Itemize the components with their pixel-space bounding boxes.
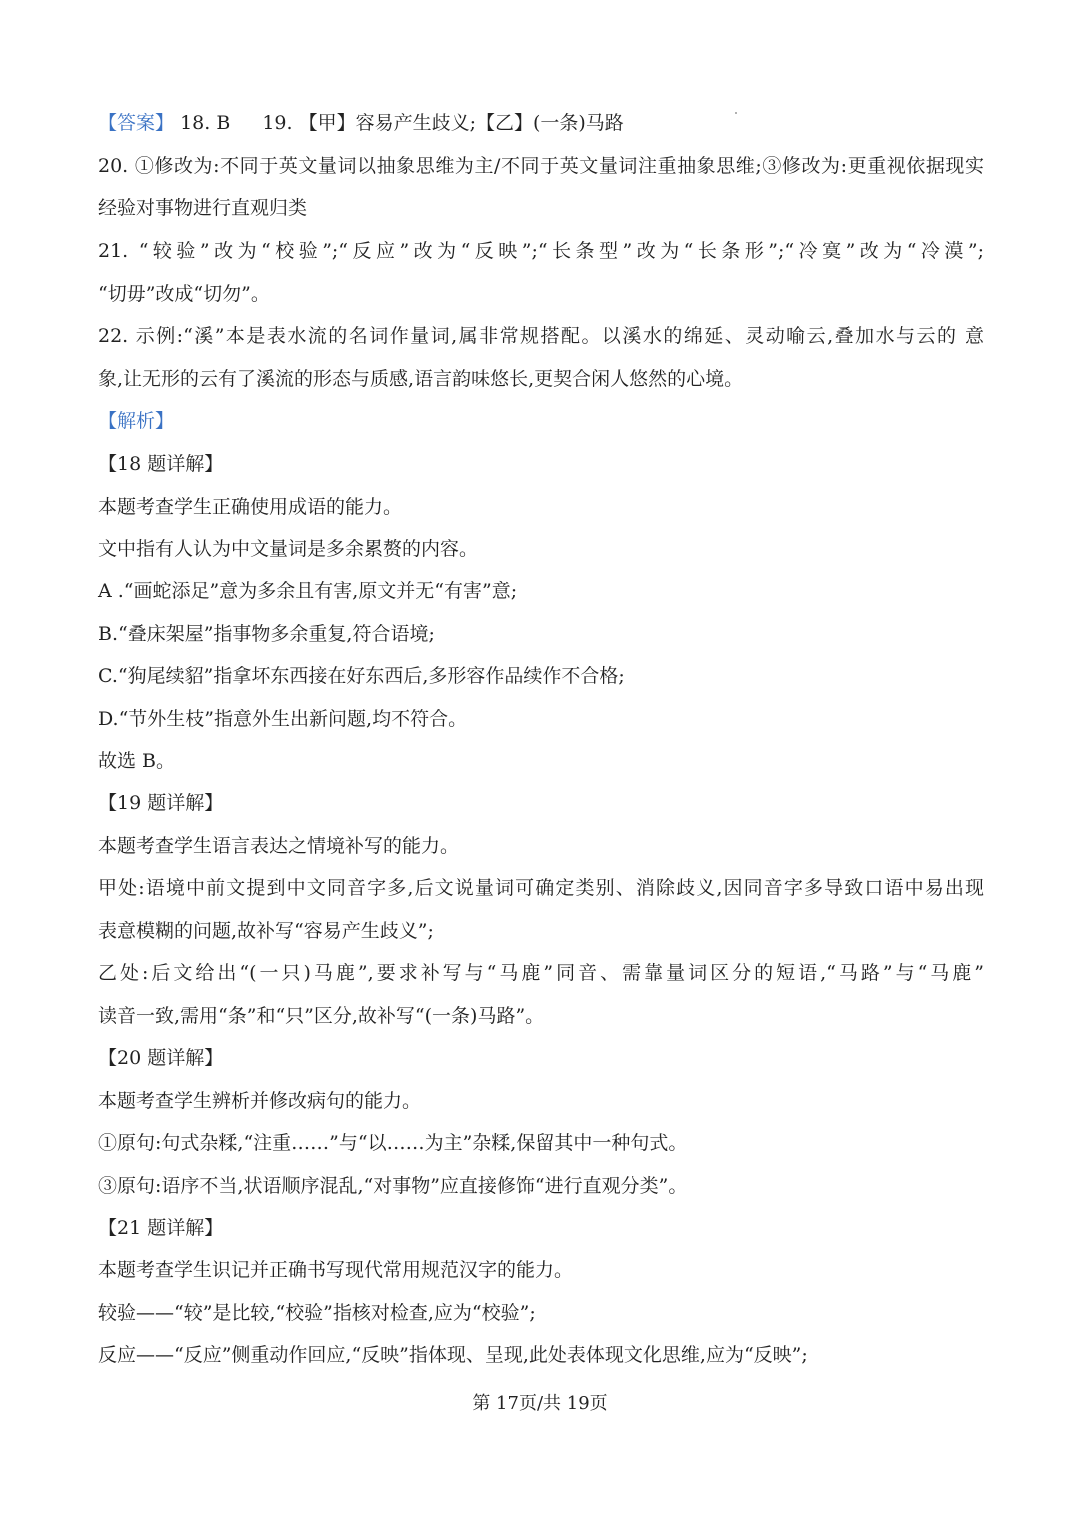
answer-tag: 【答案】 [98, 112, 175, 134]
answer-q21-line1: 21. “较验”改为“校验”;“反应”改为“反映”;“长条型”改为“长条形”;“冷寞”改为“冷漠”; [98, 240, 984, 262]
answer-q22-line1: 22. 示例:“溪”本是表水流的名词作量词,属非常规搭配。以溪水的绵延、灵动喻云,叠加水与云的 意 [98, 325, 984, 347]
s19-line: 甲处:语境中前文提到中文同音字多,后文说量词可确定类别、消除歧义,因同音字多导致口语中易出现 [98, 877, 984, 899]
s21-line: 本题考查学生识记并正确书写现代常用规范汉字的能力。 [98, 1259, 574, 1281]
analysis-tag: 【解析】 [98, 410, 175, 432]
s19-line: 本题考查学生语言表达之情境补写的能力。 [98, 835, 460, 857]
s18-option-c: C.“狗尾续貂”指拿坏东西接在好东西后,多形容作品续作不合格; [98, 665, 625, 687]
s18-option-d: D.“节外生枝”指意外生出新问题,均不符合。 [98, 708, 468, 730]
s18-line: 文中指有人认为中文量词是多余累赘的内容。 [98, 538, 479, 560]
s21-line: 反应——“反应”侧重动作回应,“反映”指体现、呈现,此处表体现文化思维,应为“反映”; [98, 1344, 808, 1366]
answer-q21-line2: “切毋”改成“切勿”。 [98, 283, 270, 305]
s20-line: ①原句:句式杂糅,“注重……”与“以……为主”杂糅,保留其中一种句式。 [98, 1132, 688, 1154]
s19-line: 读音一致,需用“条”和“只”区分,故补写“(一条)马路”。 [98, 1005, 545, 1027]
s19-line: 表意模糊的问题,故补写“容易产生歧义”; [98, 920, 434, 942]
section-heading-19: 【19 题详解】 [98, 792, 224, 814]
answer-q20-line2: 经验对事物进行直观归类 [98, 197, 308, 219]
answer-line-18-19 [98, 110, 984, 136]
s18-conclusion: 故选 B。 [98, 750, 176, 772]
s18-option-b: B.“叠床架屋”指事物多余重复,符合语境; [98, 623, 435, 645]
answer-q19: 19. 【甲】容易产生歧义;【乙】(一条)马路 [262, 112, 624, 134]
s20-line: 本题考查学生辨析并修改病句的能力。 [98, 1090, 422, 1112]
s21-line: 较验——“较”是比较,“校验”指核对检查,应为“校验”; [98, 1302, 536, 1324]
s18-line: 本题考查学生正确使用成语的能力。 [98, 496, 403, 518]
section-heading-20: 【20 题详解】 [98, 1047, 224, 1069]
s20-line: ③原句:语序不当,状语顺序混乱,“对事物”应直接修饰“进行直观分类”。 [98, 1175, 688, 1197]
answer-q22-line2: 象,让无形的云有了溪流的形态与质感,语言韵味悠长,更契合闲人悠然的心境。 [98, 368, 744, 390]
page-number: 第 17页/共 19页 [472, 1393, 608, 1414]
s19-line: 乙处:后文给出“(一只)马鹿”,要求补写与“马鹿”同音、需靠量词区分的短语,“马路”与“马鹿” [98, 962, 984, 984]
answer-q20-line1: 20. ①修改为:不同于英文量词以抽象思维为主/不同于英文量词注重抽象思维;③修改为:更重视依据现实 [98, 155, 984, 177]
answer-q18: 18. B [180, 112, 231, 134]
section-heading-21: 【21 题详解】 [98, 1217, 224, 1239]
section-heading-18: 【18 题详解】 [98, 453, 224, 475]
s18-option-a: A .“画蛇添足”意为多余且有害,原文并无“有害”意; [98, 580, 518, 602]
